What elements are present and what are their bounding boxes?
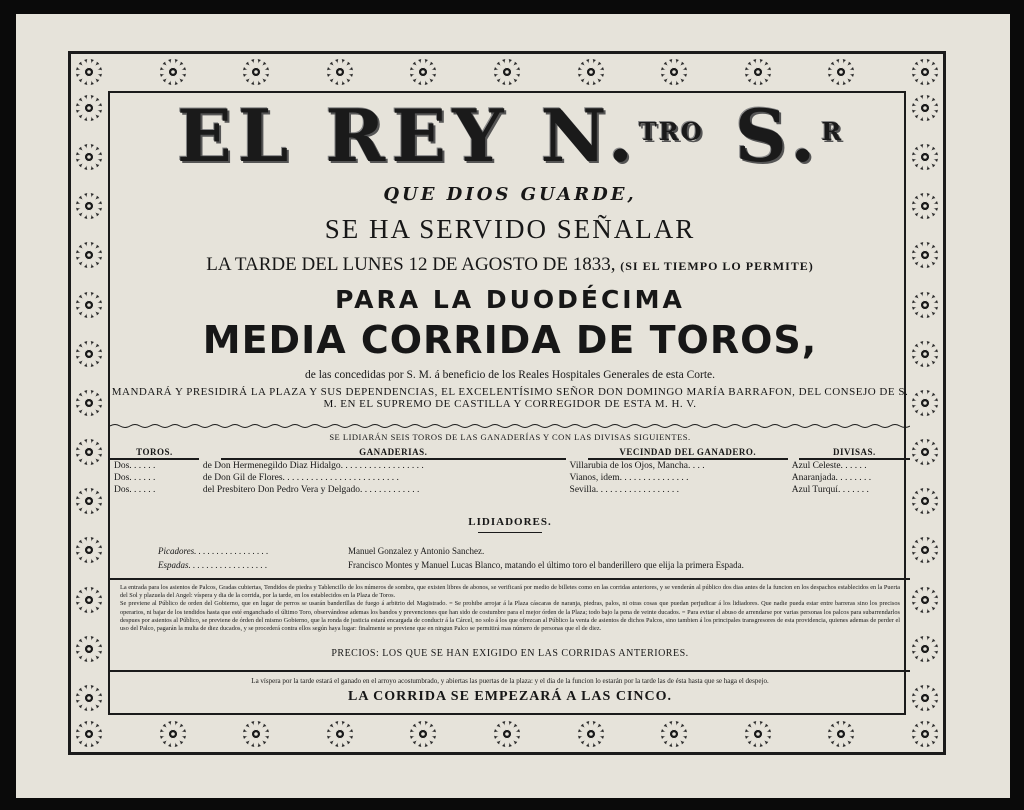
corrida-start-line: LA CORRIDA SE EMPEZARÁ A LAS CINCO. <box>348 689 672 704</box>
rosette-ornament-icon <box>74 719 104 749</box>
rosette-ornament-icon <box>826 719 856 749</box>
lidiadores-underline <box>478 532 542 533</box>
rosette-ornament-icon <box>910 437 940 467</box>
rosette-ornament-icon <box>910 339 940 369</box>
date-line <box>110 254 910 276</box>
rosette-ornament-icon <box>74 290 104 320</box>
rosette-ornament-icon <box>74 93 104 123</box>
rosette-ornament-icon <box>492 719 522 749</box>
rosette-ornament-icon <box>743 719 773 749</box>
que-dios-guarde: QUE DIOS GUARDE, <box>383 184 637 205</box>
rosette-ornament-icon <box>743 57 773 87</box>
divider-rule <box>110 578 910 580</box>
picadores-names: Manuel Gonzalez y Antonio Sanchez. <box>348 546 485 556</box>
rosette-ornament-icon <box>408 719 438 749</box>
rosette-ornament-icon <box>74 535 104 565</box>
cell-divisa: Anaranjada. . . . . . . . <box>791 473 872 483</box>
rosette-ornament-icon <box>74 339 104 369</box>
precios-line: PRECIOS: LOS QUE SE HAN EXIGIDO EN LAS CORRIDAS ANTERIORES. <box>331 648 689 659</box>
cell-ganaderia: de Don Gil de Flores. . . . . . . . . . . . . . . . . . . . . . . . . <box>202 473 399 483</box>
concedidas-line: de las concedidas por S. M. á beneficio de los Reales Hospitales Generales de esta Corte. <box>304 369 716 381</box>
rosette-ornament-icon <box>910 240 940 270</box>
rosette-ornament-icon <box>492 57 522 87</box>
duodecima-heading: PARA LA DUODÉCIMA <box>335 285 685 314</box>
rosette-ornament-icon <box>74 191 104 221</box>
rosette-ornament-icon <box>910 191 940 221</box>
rosette-ornament-icon <box>325 57 355 87</box>
rosette-ornament-icon <box>74 634 104 664</box>
notes-paragraph-1: La entrada para los asientos de Palcos, Gradas cubiertas, Tendidos de piedra y Tablencillo de los números de sombra, que existen libres de abonos, se verificará por medio de billetes como en las corridas anteriores, y se venderán al público dos dias antes de la funcion en los despachos establecidos en la Puerta del Sol y plazuela del Angel: víspera y dia de la corrida, por la tarde, en los establecidos en la Plaza de Toros. <box>120 584 900 600</box>
rosette-ornament-icon <box>910 585 940 615</box>
cell-divisa: Azul Celeste. . . . . . <box>791 461 867 471</box>
rosette-ornament-icon <box>74 585 104 615</box>
cell-toros: Dos. . . . . . <box>114 473 156 483</box>
se-ha-servido: SE HA SERVIDO SEÑALAR <box>324 214 696 244</box>
rosette-ornament-icon <box>241 57 271 87</box>
rosette-ornament-icon <box>910 57 940 87</box>
rosette-ornament-icon <box>576 57 606 87</box>
rosette-ornament-icon <box>74 486 104 516</box>
rosette-ornament-icon <box>158 57 188 87</box>
header-gap <box>788 446 799 459</box>
bottom-ornament-row <box>74 718 940 750</box>
mandara-paragraph: MANDARÁ Y PRESIDIRÁ LA PLAZA Y SUS DEPENDENCIAS, EL EXCELENTÍSIMO SEÑOR DON DOMINGO MARÍA BARRAFON, DEL CONSEJO DE S. M. EN EL SUPREMO DE CASTILLA Y CORREGIDOR DE ESTA M. H. V. <box>111 386 909 410</box>
table-row <box>110 484 910 496</box>
rosette-ornament-icon <box>910 486 940 516</box>
left-ornament-column <box>73 93 105 713</box>
cell-vecindad: Sevilla. . . . . . . . . . . . . . . . . . <box>569 485 680 495</box>
title-superscript-tro: TRO <box>638 117 704 146</box>
rosette-ornament-icon <box>74 683 104 713</box>
divider-rule <box>110 670 910 672</box>
picadores-row <box>158 544 878 558</box>
rosette-ornament-icon <box>910 683 940 713</box>
top-ornament-row <box>74 56 940 88</box>
table-row <box>110 459 910 472</box>
rosette-ornament-icon <box>910 388 940 418</box>
cell-toros: Dos. . . . . . <box>114 461 156 471</box>
notes-block <box>120 584 900 633</box>
notes-paragraph-2: Se previene al Público de orden del Gobierno, que en lugar de perros se usarán banderillas de fuego á arbitrio del Magistrado. = Se prohibe arrojar á la Plaza cáscaras de naranja, piedras, palos, ni otras cosas que puedan perjudicar á los lidiadores. Que nadie pueda estar entre barreras sino los precisos operarios, ni bajar de los tendidos hasta que esté enganchado el último Toro, observándose ademas los bandos y prevenciones que han sido de costumbre para el mejor órden de la Plaza; todo bajo la pena de veinte ducados. = Para evitar el abuso de arrendarse por varias personas los palcos para subarrendarlos despues por asientos al Público, se previene de órden del mismo Gobierno, que la ronda de justicia estará encargada de conducir á la Cárcel, no solo á los que ofrezcan al Público la venta de asientos de dichos Palcos, sino tambien á los principales transgresores de esta providencia, quienes ademas de perder el uso del Palco, pagarán la multa de diez ducados, y se procederá contra ellos según haya lugar: finalmente se previene que en ningun Palco se permitirá mas número de personas que el de diez. <box>120 600 900 633</box>
lidiaran-line: SE LIDIARÁN SEIS TOROS DE LAS GANADERÍAS Y CON LAS DIVISAS SIGUIENTES. <box>329 432 691 442</box>
rosette-ornament-icon <box>325 719 355 749</box>
rosette-ornament-icon <box>74 142 104 172</box>
rosette-ornament-icon <box>74 437 104 467</box>
rosette-ornament-icon <box>910 634 940 664</box>
rosette-ornament-icon <box>408 57 438 87</box>
header-toros: TOROS. <box>110 446 199 459</box>
title-superscript-r: R <box>821 117 844 146</box>
wavy-rule <box>110 423 910 429</box>
cell-toros: Dos. . . . . . <box>114 485 156 495</box>
picadores-label: Picadores. . . . . . . . . . . . . . . . . <box>158 546 269 556</box>
rosette-ornament-icon <box>910 93 940 123</box>
rosette-ornament-icon <box>74 388 104 418</box>
table-row <box>110 472 910 484</box>
cell-vecindad: Vianos, idem. . . . . . . . . . . . . . . <box>569 473 689 483</box>
rosette-ornament-icon <box>826 57 856 87</box>
rosette-ornament-icon <box>910 142 940 172</box>
poster-title <box>110 93 910 178</box>
header-vecindad: VECINDAD DEL GANADERO. <box>588 446 788 459</box>
header-divisas: DIVISAS. <box>799 446 910 459</box>
title-main: EL REY N. <box>176 93 639 178</box>
rosette-ornament-icon <box>659 719 689 749</box>
poster-content <box>110 92 910 712</box>
right-ornament-column <box>909 93 941 713</box>
rosette-ornament-icon <box>910 535 940 565</box>
espadas-row <box>158 558 878 572</box>
espadas-label: Espadas. . . . . . . . . . . . . . . . . . <box>158 560 268 570</box>
header-ganaderias: GANADERIAS. <box>221 446 565 459</box>
cell-ganaderia: de Don Hermenegildo Diaz Hidalgo. . . . . . . . . . . . . . . . . . <box>202 461 424 471</box>
table-header-row <box>110 446 910 459</box>
rosette-ornament-icon <box>910 719 940 749</box>
rosette-ornament-icon <box>74 57 104 87</box>
corrida-heading: MEDIA CORRIDA DE TOROS, <box>202 318 818 362</box>
rosette-ornament-icon <box>158 719 188 749</box>
header-gap <box>199 446 221 459</box>
rosette-ornament-icon <box>241 719 271 749</box>
weather-note: (SI EL TIEMPO LO PERMITE) <box>620 259 814 273</box>
rosette-ornament-icon <box>659 57 689 87</box>
lidiadores-title: LIDIADORES. <box>468 516 552 528</box>
title-s: S. <box>734 93 822 178</box>
cell-divisa: Azul Turquí. . . . . . . <box>791 485 869 495</box>
espadas-names: Francisco Montes y Manuel Lucas Blanco, matando el último toro el banderillero que elija la primera Espada. <box>348 560 744 570</box>
date-text: LA TARDE DEL LUNES 12 DE AGOSTO DE 1833, <box>206 254 616 275</box>
lidiadores-list <box>158 544 878 572</box>
rosette-ornament-icon <box>74 240 104 270</box>
rosette-ornament-icon <box>910 290 940 320</box>
vispera-line: La víspera por la tarde estará el ganado en el arroyo acostumbrado, y abiertas las puertas de la plaza: y el dia de la funcion lo estarán por la tarde las de ésta hasta que se haga el despejo. <box>251 677 769 685</box>
cell-vecindad: Villarubia de los Ojos, Mancha. . . . <box>569 461 705 471</box>
bulls-table <box>110 446 910 496</box>
header-gap <box>566 446 588 459</box>
cell-ganaderia: del Presbitero Don Pedro Vera y Delgado. . . . . . . . . . . . . <box>202 485 420 495</box>
rosette-ornament-icon <box>576 719 606 749</box>
